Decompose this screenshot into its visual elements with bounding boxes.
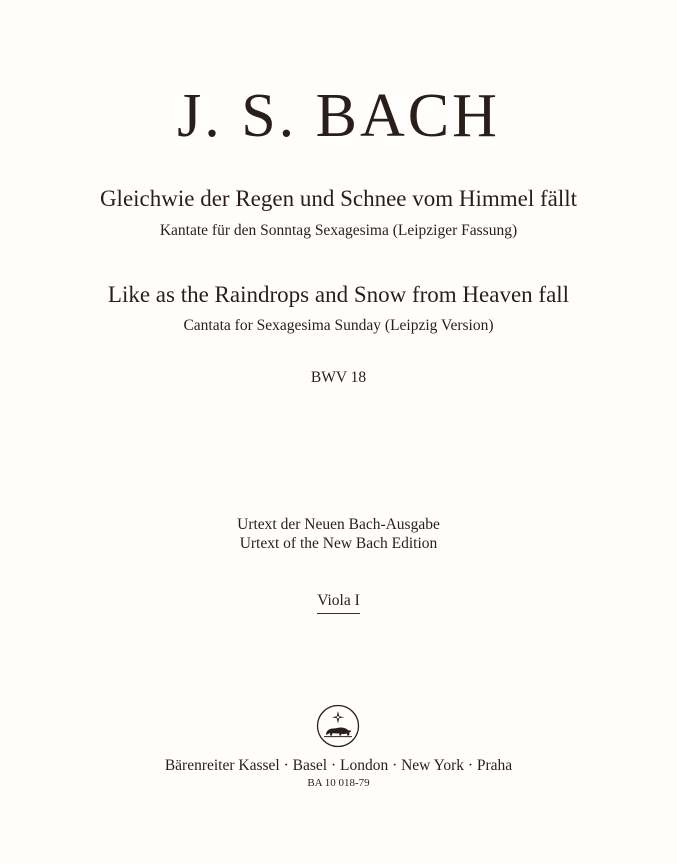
baerenreiter-bear-logo-icon [316,704,360,748]
edition-code: BA 10 018-79 [307,777,370,789]
urtext-note-english: Urtext of the New Bach Edition [239,535,438,552]
cantata-title-german: Gleichwie der Regen und Schnee vom Himmel fällt [99,186,578,211]
catalog-number: BWV 18 [310,369,367,386]
cantata-subtitle-english: Cantata for Sexagesima Sunday (Leipzig Version) [183,317,494,334]
urtext-note-german: Urtext der Neuen Bach-Ausgabe [237,516,440,533]
part-label-wrapper [0,591,677,614]
publisher-locations: Bärenreiter Kassel · Basel · London · New York · Praha [164,757,513,774]
composer-name: J. S. BACH [177,82,500,150]
instrument-part-label: Viola I [317,591,360,614]
cantata-title-english: Like as the Raindrops and Snow from Heaven fall [107,282,570,307]
cantata-subtitle-german: Kantate für den Sonntag Sexagesima (Leipziger Fassung) [159,222,518,239]
